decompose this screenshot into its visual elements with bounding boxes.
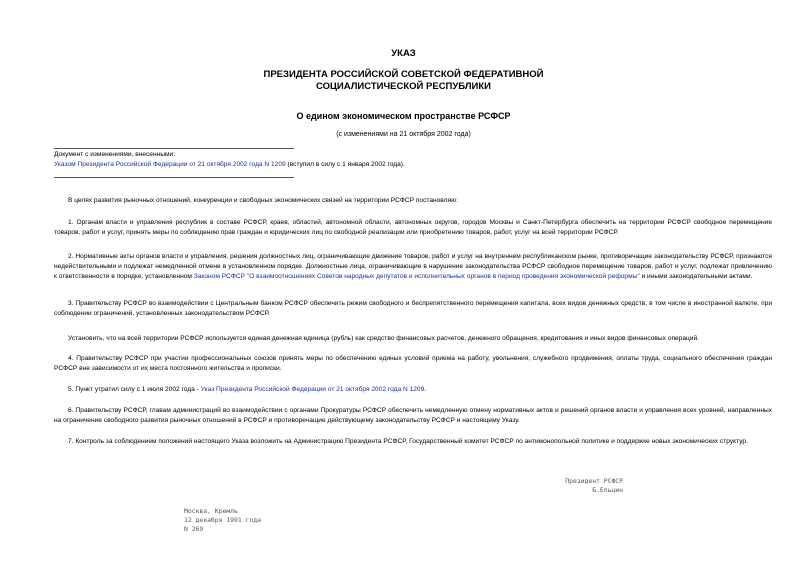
issuer-line-2: СОЦИАЛИСТИЧЕСКОЙ РЕСПУБЛИКИ [315, 81, 492, 92]
issue-place: Москва, Кремль [184, 507, 238, 515]
issuer-heading [100, 69, 707, 93]
amending-decree-link[interactable]: Указом Президента Российской Федерации от 21 октября 2002 года N 1209 [54, 161, 286, 168]
signatory-name: Б.Ельцин [592, 486, 623, 494]
document-type-heading: УКАЗ [391, 48, 416, 59]
paragraph-5-tail: . [424, 386, 427, 393]
paragraph-3: 3. Правительству РСФСР во взаимодействии с Центральным банком РСФСР обеспечить режим свободного и беспрепятственного перемещения капитала, всех видов денежных средств, в том числе в иностранной валюте, при соблюдении ограничений, установленных законодательством РСФСР. [54, 300, 772, 317]
paragraph-7: 7. Контроль за соблюдением положений настоящего Указа возложить на Администрацию Президента РСФСР, Государственный комитет РСФСР по антимонопольной политике и поддержке новых экономических структур. [68, 438, 748, 445]
amendments-label: Документ с изменениями, внесенными: [54, 151, 176, 158]
paragraph-4: 4. Правительству РСФСР при участии профессиональных союзов принять меры по обеспечению единых условий приема на работу, увольнения, служебного продвижения, оплаты труда, социального обеспечения граждан РСФСР вне зависимости от их места постоянного жительства и прописки. [54, 355, 772, 372]
paragraph-1: 1. Органам власти и управления республик в составе РСФСР, краев, областей, автономной области, автономных округов, городов Москвы и Санкт-Петербурга обеспечить на территории РСФСР свободное перемещение товаров, работ и услуг, принять меры по соблюдению прав граждан и юридических лиц по свободной реализации или приобретению товаров, работ, услуг на всей территории РСФСР. [54, 219, 772, 236]
note-divider-top [54, 148, 294, 149]
paragraph-2-tail: и иными законодательными актами. [639, 273, 753, 280]
amendments-entry-tail: (вступил в силу с 1 января 2002 года). [285, 161, 405, 168]
issue-date: 12 декабря 1991 года [184, 516, 261, 524]
decree-number: N 269 [184, 525, 204, 533]
paragraph-6: 6. Правительству РСФСР, главам администраций во взаимодействии с органами Прокуратуры РСФСР обеспечить немедленную отмену нормативных актов и решений органов власти и управления всех уровней, направленных на ограничение свободного развития рыночных отношений в РСФСР и противоречащие действующему законодательству РСФСР и настоящему Указу. [54, 407, 772, 424]
amendments-entry [54, 160, 654, 170]
signatory-position: Президент РСФСР [565, 477, 623, 485]
document-title: О едином экономическом пространстве РСФСР [296, 111, 511, 121]
note-divider-bottom [54, 177, 294, 178]
repealing-decree-link[interactable]: Указ Президента Российской Федерации от 21 октября 2002 года N 1209 [200, 386, 425, 393]
issuer-line-1: ПРЕЗИДЕНТА РОССИЙСКОЙ СОВЕТСКОЙ ФЕДЕРАТИВНОЙ [263, 69, 544, 80]
paragraph-2-text: 2. Нормативные акты органов власти и управления, решения должностных лиц, ограничивающие движение товаров, работ и услуг на внутреннем республиканском рынке, противоречащие законодательству РСФСР, признаются недействительными и подлежат немедленной отмене в установленном порядке. Должностные лица, ограничивающие в нарушение законодательства РСФСР свободное перемещение товаров, работ и услуг, подлежат привлечению к ответственности в порядке, установленном [54, 253, 772, 280]
paragraph-3-continuation: Установить, что на всей территории РСФСР используется единая денежная единица (рубль) как средство финансовых расчетов, денежного обращения, кредитования и иных видов финансовых операций. [68, 335, 699, 342]
paragraph-5-text: 5. Пункт утратил силу с 1 июля 2002 года - [68, 386, 201, 393]
preamble-paragraph: В целях развития рыночных отношений, конкуренции и свободных экономических связей на территории РСФСР постановляю: [68, 197, 458, 204]
law-reference-link[interactable]: Законом РСФСР "О взаимоотношениях Советов народных депутатов и исполнительных органов в период проведения экономической реформы" [193, 273, 640, 280]
revision-note: (с изменениями на 21 октября 2002 года) [336, 131, 471, 138]
paragraph-2 [54, 252, 772, 282]
paragraph-5 [54, 385, 772, 395]
